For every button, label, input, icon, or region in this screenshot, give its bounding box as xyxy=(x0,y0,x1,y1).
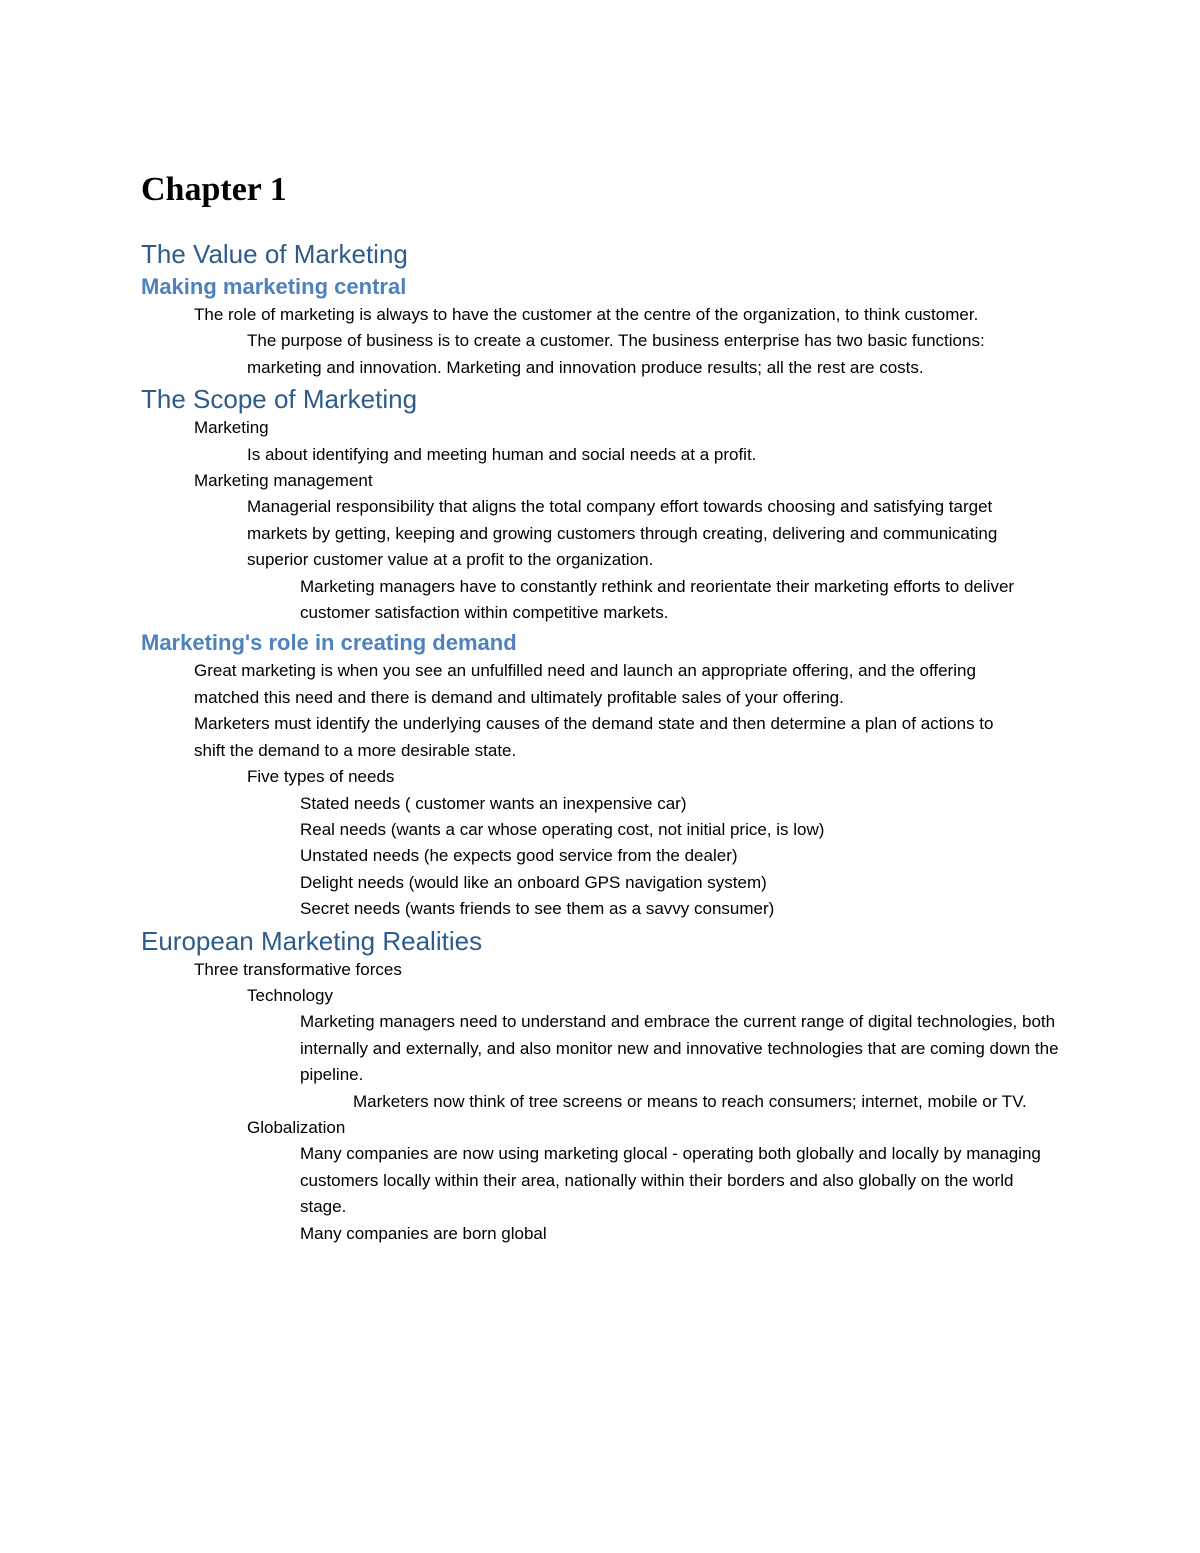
paragraph-great-marketing: Great marketing is when you see an unfulfilled need and launch an appropriate offering, and the offering matched this need and there is demand and ultimately profitable sales of your offering. xyxy=(194,661,976,707)
paragraph-purpose-of-business: The purpose of business is to create a customer. The business enterprise has two basic functions: marketing and innovation. Marketing and innovation produce results; all the rest are costs. xyxy=(247,331,985,377)
paragraph-born-global: Many companies are born global xyxy=(300,1223,547,1243)
paragraph-marketing-managers-note: Marketing managers have to constantly rethink and reorientate their marketing efforts to deliver customer satisfaction within competitive markets. xyxy=(300,576,1015,623)
list-item-need: Stated needs ( customer wants an inexpensive car) xyxy=(300,793,687,813)
paragraph-demand-state: Marketers must identify the underlying causes of the demand state and then determine a plan of actions to shift the demand to a more desirable state. xyxy=(194,714,994,760)
paragraph-role-of-marketing: The role of marketing is always to have the customer at the centre of the organization, to think customer. xyxy=(194,305,979,324)
paragraph-three-screens: Marketers now think of tree screens or means to reach consumers; internet, mobile or TV. xyxy=(353,1091,1027,1111)
paragraph-glocal: Many companies are now using marketing glocal - operating both globally and locally by managing customers locally within their area, nationally within their borders and also globally on the world stage. xyxy=(300,1144,1041,1217)
heading-scope-of-marketing: The Scope of Marketing xyxy=(141,384,418,415)
paragraph-marketing-management-definition: Managerial responsibility that aligns the total company effort towards choosing and satisfying target markets by getting, keeping and growing customers through creating, delivering and communicating superior customer value at a profit to the organization. xyxy=(247,497,998,570)
chapter-title: Chapter 1 xyxy=(141,171,287,208)
paragraph-marketing-definition: Is about identifying and meeting human and social needs at a profit. xyxy=(247,444,757,464)
list-item-need: Delight needs (would like an onboard GPS navigation system) xyxy=(300,872,767,892)
heading-value-of-marketing: The Value of Marketing xyxy=(141,239,408,269)
paragraph-technology: Marketing managers need to understand and embrace the current range of digital technologies, both internally and externally, and also monitor new and innovative technologies that are coming down the pipeline. xyxy=(300,1012,1059,1085)
document-body xyxy=(141,168,1071,1247)
label-globalization: Globalization xyxy=(247,1117,346,1137)
list-item-need: Real needs (wants a car whose operating cost, not initial price, is low) xyxy=(300,819,825,839)
heading-making-marketing-central: Making marketing central xyxy=(141,274,407,299)
label-three-forces: Three transformative forces xyxy=(194,959,402,979)
heading-creating-demand: Marketing's role in creating demand xyxy=(141,630,517,656)
list-item-need: Secret needs (wants friends to see them as a savvy consumer) xyxy=(300,899,775,919)
label-marketing-management: Marketing management xyxy=(194,471,373,491)
label-marketing: Marketing xyxy=(194,418,269,438)
heading-european-marketing-realities: European Marketing Realities xyxy=(141,925,483,956)
list-item-need: Unstated needs (he expects good service from the dealer) xyxy=(300,846,738,866)
label-technology: Technology xyxy=(247,985,334,1005)
label-five-types-of-needs: Five types of needs xyxy=(247,767,395,787)
